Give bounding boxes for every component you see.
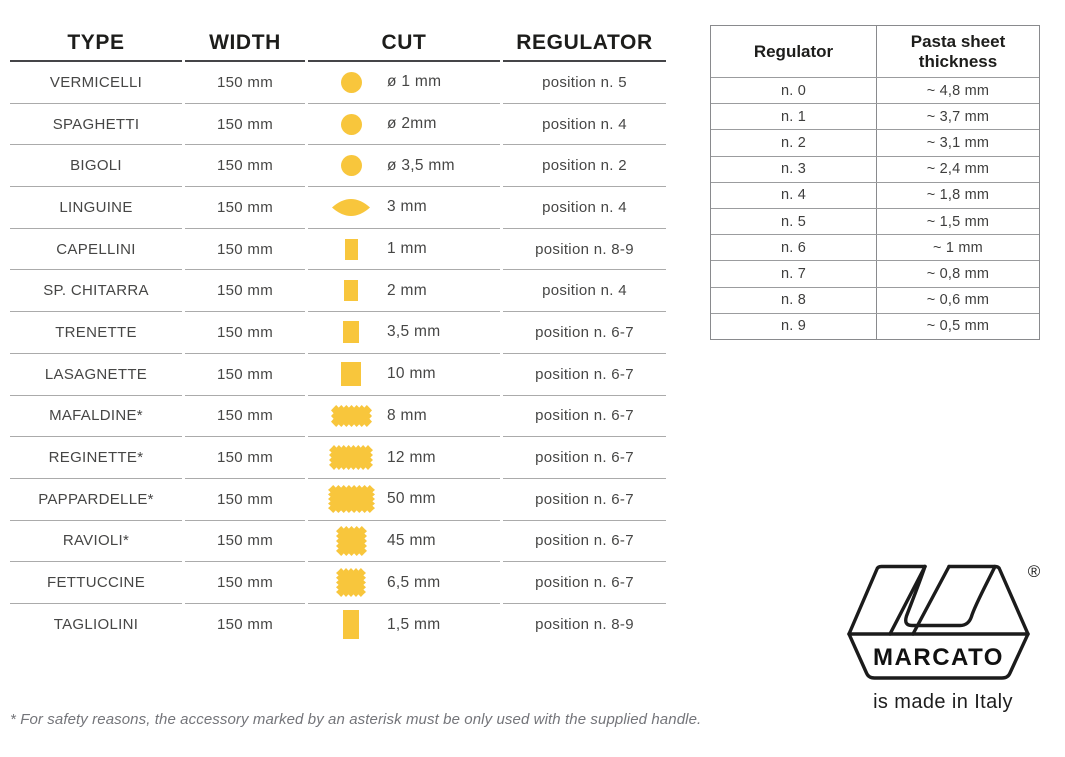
cut-shape-zigzag-icon <box>336 526 367 556</box>
cut-table-row <box>10 396 668 438</box>
pasta-regulator-cell: position n. 2 <box>503 145 666 187</box>
pasta-regulator-cell: position n. 4 <box>503 104 666 146</box>
thickness-table-row <box>711 103 1039 129</box>
pasta-cut-cell <box>308 187 500 229</box>
sheet-thickness-cell: ~ 1,5 mm <box>926 213 990 230</box>
cut-size-label: 1 mm <box>387 240 427 258</box>
pasta-type-cell: CAPELLINI <box>10 229 182 271</box>
pasta-regulator-cell: position n. 6-7 <box>503 479 666 521</box>
pasta-cut-cell <box>308 479 500 521</box>
sheet-thickness-cell: ~ 4,8 mm <box>926 82 990 99</box>
pasta-regulator-cell: position n. 4 <box>503 270 666 312</box>
pasta-regulator-cell: position n. 6-7 <box>503 396 666 438</box>
cut-icon-box <box>322 280 380 301</box>
pasta-cut-cell <box>308 104 500 146</box>
sheet-thickness-cell: ~ 0,5 mm <box>926 318 990 335</box>
cut-table-row <box>10 145 668 187</box>
pasta-width-cell: 150 mm <box>185 396 305 438</box>
pasta-cut-cell <box>308 62 500 104</box>
cut-table <box>10 25 668 646</box>
regulator-setting-cell: n. 2 <box>711 130 877 155</box>
column-header-type: TYPE <box>10 25 182 62</box>
pasta-cut-cell <box>308 312 500 354</box>
cut-table-row <box>10 437 668 479</box>
logo-brand-text: MARCATO <box>873 644 1004 671</box>
pasta-type-cell: PAPPARDELLE* <box>10 479 182 521</box>
cut-shape-zigzag-icon <box>329 445 373 470</box>
pasta-width-cell: 150 mm <box>185 62 305 104</box>
cut-shape-circle-icon <box>341 72 362 93</box>
pasta-width-cell: 150 mm <box>217 616 273 634</box>
pasta-cut-cell <box>308 562 500 604</box>
cut-icon-box <box>322 362 380 386</box>
cut-size-label: 2 mm <box>387 281 427 299</box>
pasta-cut-cell <box>308 604 500 646</box>
column-header-pasta-sheet-thickness: Pasta sheet thickness <box>910 31 1006 71</box>
sheet-thickness-cell: ~ 1,8 mm <box>926 187 990 204</box>
cut-icon-box <box>322 445 380 470</box>
cut-icon-box <box>322 114 380 135</box>
cut-table-row <box>10 354 668 396</box>
logo-tagline: is made in Italy <box>873 691 1013 713</box>
cut-shape-zigzag-icon <box>328 485 375 513</box>
pasta-type-cell: VERMICELLI <box>10 62 182 104</box>
cut-shape-rect-icon <box>344 280 358 301</box>
column-header-width: WIDTH <box>185 25 305 62</box>
cut-icon-box <box>322 405 380 427</box>
thickness-table-row <box>711 156 1039 182</box>
cut-table-row <box>10 521 668 563</box>
pasta-width-cell: 150 mm <box>185 479 305 521</box>
thickness-table-row <box>711 287 1039 313</box>
pasta-cut-cell <box>308 354 500 396</box>
cut-table-row <box>10 229 668 271</box>
marcato-logo <box>845 562 1041 714</box>
thickness-table-body <box>711 77 1039 339</box>
cut-size-label: ø 2mm <box>387 115 437 133</box>
pasta-regulator-cell: position n. 6-7 <box>503 312 666 354</box>
cut-size-label: 10 mm <box>387 365 436 383</box>
marcato-badge-icon <box>845 562 1041 686</box>
thickness-table-row <box>711 313 1039 339</box>
cut-shape-zigzag-icon <box>331 405 372 427</box>
pasta-type-cell: RAVIOLI* <box>10 521 182 563</box>
pasta-type-cell: BIGOLI <box>10 145 182 187</box>
cut-size-label: 8 mm <box>387 406 427 424</box>
sheet-thickness-cell: ~ 0,8 mm <box>926 265 990 282</box>
sheet-thickness-cell: ~ 2,4 mm <box>926 161 990 178</box>
pasta-cut-cell <box>308 396 500 438</box>
cut-icon-box <box>322 72 380 93</box>
cut-table-row <box>10 604 668 646</box>
cut-size-label: 1,5 mm <box>387 615 441 633</box>
cut-table-row <box>10 62 668 104</box>
cut-icon-box <box>322 199 380 216</box>
pasta-type-cell: LINGUINE <box>10 187 182 229</box>
cut-size-label: ø 3,5 mm <box>387 156 455 174</box>
thickness-table-row <box>711 129 1039 155</box>
regulator-setting-cell: n. 3 <box>711 157 877 182</box>
cut-table-header-row <box>10 25 668 62</box>
thickness-table-row <box>711 260 1039 286</box>
regulator-setting-cell: n. 4 <box>711 183 877 208</box>
pasta-cut-cell <box>308 437 500 479</box>
pasta-width-cell: 150 mm <box>185 312 305 354</box>
safety-footnote: * For safety reasons, the accessory marked by an asterisk must be only used with the supplied handle. <box>10 711 702 728</box>
pasta-width-cell: 150 mm <box>185 187 305 229</box>
cut-icon-box <box>322 610 380 639</box>
sheet-thickness-cell: ~ 1 mm <box>933 239 983 256</box>
column-header-cut: CUT <box>308 25 500 62</box>
pasta-regulator-cell: position n. 5 <box>503 62 666 104</box>
pasta-type-cell: FETTUCCINE <box>10 562 182 604</box>
regulator-setting-cell: n. 9 <box>711 314 877 339</box>
cut-table-body <box>10 62 668 646</box>
pasta-regulator-cell: position n. 6-7 <box>503 437 666 479</box>
pasta-regulator-cell: position n. 8-9 <box>535 616 634 634</box>
pasta-regulator-cell: position n. 6-7 <box>503 562 666 604</box>
pasta-type-cell: REGINETTE* <box>10 437 182 479</box>
cut-table-row <box>10 312 668 354</box>
sheet-thickness-cell: ~ 3,7 mm <box>926 108 990 125</box>
cut-icon-box <box>322 155 380 176</box>
cut-size-label: 12 mm <box>387 448 436 466</box>
pasta-type-cell: TAGLIOLINI <box>53 616 139 634</box>
cut-shape-rect-icon <box>341 362 361 386</box>
pasta-type-cell: SPAGHETTI <box>10 104 182 146</box>
sheet-thickness-cell: ~ 3,1 mm <box>926 134 990 151</box>
cut-icon-box <box>322 568 380 597</box>
cut-size-label: 3 mm <box>387 198 427 216</box>
thickness-table <box>710 25 1040 340</box>
pasta-width-cell: 150 mm <box>185 145 305 187</box>
pasta-cut-cell <box>308 145 500 187</box>
cut-shape-zigzag-icon <box>336 568 366 597</box>
thickness-table-row <box>711 77 1039 103</box>
pasta-type-cell: LASAGNETTE <box>10 354 182 396</box>
cut-shape-rect-icon <box>345 239 358 260</box>
regulator-setting-cell: n. 8 <box>711 288 877 313</box>
cut-size-label: 50 mm <box>387 490 436 508</box>
pasta-type-cell: TRENETTE <box>10 312 182 354</box>
cut-shape-rect-icon <box>343 610 359 639</box>
cut-size-label: 3,5 mm <box>387 323 441 341</box>
cut-shape-circle-icon <box>341 155 362 176</box>
cut-size-label: 45 mm <box>387 531 436 549</box>
registered-trademark-icon: ® <box>1027 562 1041 581</box>
pasta-regulator-cell: position n. 6-7 <box>503 354 666 396</box>
pasta-cut-cell <box>308 270 500 312</box>
column-header-regulator-setting: Regulator <box>711 26 877 77</box>
pasta-width-cell: 150 mm <box>185 104 305 146</box>
pasta-cut-cell <box>308 229 500 271</box>
cut-size-label: ø 1 mm <box>387 73 442 91</box>
cut-table-row <box>10 479 668 521</box>
thickness-table-row <box>711 234 1039 260</box>
pasta-regulator-cell: position n. 6-7 <box>503 521 666 563</box>
cut-table-row <box>10 187 668 229</box>
thickness-table-row <box>711 182 1039 208</box>
thickness-table-header-row <box>711 26 1039 77</box>
pasta-width-cell: 150 mm <box>185 354 305 396</box>
regulator-setting-cell: n. 6 <box>711 235 877 260</box>
pasta-width-cell: 150 mm <box>185 521 305 563</box>
cut-icon-box <box>322 321 380 343</box>
cut-table-row <box>10 562 668 604</box>
sheet-thickness-cell: ~ 0,6 mm <box>926 292 990 309</box>
pasta-width-cell: 150 mm <box>185 270 305 312</box>
pasta-cut-cell <box>308 521 500 563</box>
cut-size-label: 6,5 mm <box>387 573 441 591</box>
thickness-table-row <box>711 208 1039 234</box>
cut-icon-box <box>322 239 380 260</box>
cut-shape-circle-icon <box>341 114 362 135</box>
regulator-setting-cell: n. 5 <box>711 209 877 234</box>
column-header-regulator: REGULATOR <box>503 25 666 62</box>
pasta-type-cell: SP. CHITARRA <box>10 270 182 312</box>
cut-icon-box <box>322 526 380 556</box>
cut-shape-rect-icon <box>343 321 359 343</box>
cut-shape-lens-icon <box>332 199 370 216</box>
regulator-setting-cell: n. 0 <box>711 78 877 103</box>
regulator-setting-cell: n. 1 <box>711 104 877 129</box>
pasta-width-cell: 150 mm <box>185 562 305 604</box>
cut-table-row <box>10 270 668 312</box>
cut-icon-box <box>322 485 380 513</box>
pasta-type-cell: MAFALDINE* <box>10 396 182 438</box>
pasta-regulator-cell: position n. 4 <box>503 187 666 229</box>
cut-table-row <box>10 104 668 146</box>
pasta-regulator-cell: position n. 8-9 <box>503 229 666 271</box>
pasta-width-cell: 150 mm <box>185 437 305 479</box>
regulator-setting-cell: n. 7 <box>711 261 877 286</box>
pasta-width-cell: 150 mm <box>185 229 305 271</box>
